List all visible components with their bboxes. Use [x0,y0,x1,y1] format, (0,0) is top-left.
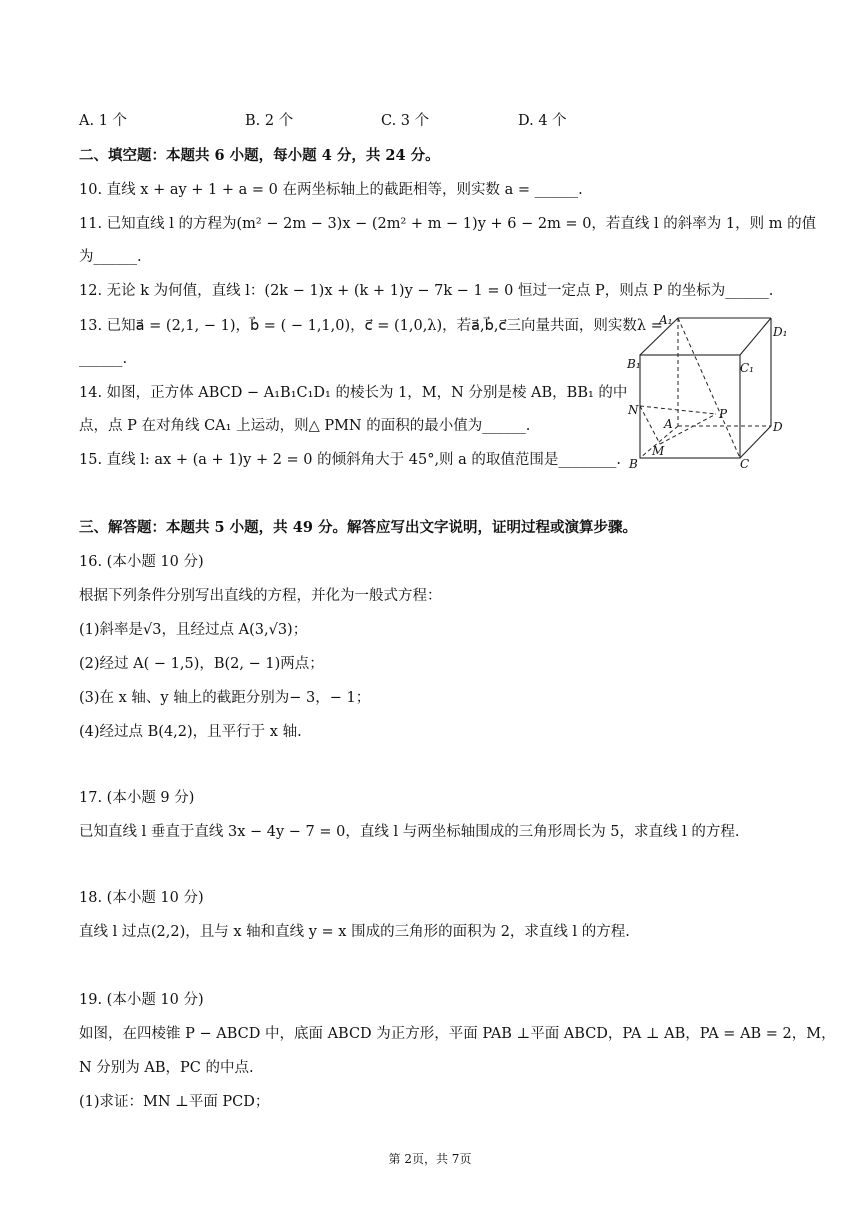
question-18-body: 直线 l 过点(2,2)，且与 x 轴和直线 y = x 围成的三角形的面积为 2，求直线 l 的方程. [79,924,630,940]
section-heading-solutions: 三、解答题：本题共 5 小题，共 49 分。解答应写出文字说明，证明过程或演算步骤。 [79,519,637,536]
section-heading-fill-in: 二、填空题：本题共 6 小题，每小题 4 分，共 24 分。 [79,147,440,164]
question-16-heading: 16. (本小题 10 分) [79,554,204,570]
page-footer: 第 2页，共 7页 [388,1152,472,1166]
question-16-part2: (2)经过 A( − 1,5)，B(2, − 1)两点； [79,656,324,672]
question-14-line2: 点，点 P 在对角线 CA₁ 上运动，则△ PMN 的面积的最小值为______. [79,418,531,434]
question-19-line1: 如图，在四棱锥 P − ABCD 中，底面 ABCD 为正方形，平面 PAB ⊥平面 ABCD，PA ⊥ AB，PA = AB = 2，M， [79,1026,836,1042]
question-19-heading: 19. (本小题 10 分) [79,992,204,1008]
question-12: 12. 无论 k 为何值，直线 l：(2k − 1)x + (k + 1)y − 7k − 1 = 0 恒过一定点 P，则点 P 的坐标为______. [79,283,774,299]
label-b1: B₁ [627,357,641,371]
question-16-part1: (1)斜率是√3，且经过点 A(3,√3)； [79,622,308,638]
question-10: 10. 直线 x + ay + 1 + a = 0 在两坐标轴上的截距相等，则实数 a = ______. [79,182,583,198]
question-13-line2: ______. [79,351,128,367]
label-a1: A₁ [659,313,673,327]
question-16-part3: (3)在 x 轴、y 轴上的截距分别为− 3，− 1； [79,690,371,706]
question-13-line1: 13. 已知a⃗ = (2,1, − 1)，b⃗ = ( − 1,1,0)，c⃗ = (1,0,λ)，若a⃗,b⃗,c⃗三向量共面，则实数λ = [79,318,663,334]
label-p: P [719,407,728,421]
question-17-heading: 17. (本小题 9 分) [79,790,195,806]
question-15: 15. 直线 l: ax + (a + 1)y + 2 = 0 的倾斜角大于 45°,则 a 的取值范围是________. [79,452,622,468]
label-d: D [773,420,783,434]
option-d: D. 4 个 [518,113,567,129]
question-18-heading: 18. (本小题 10 分) [79,890,204,906]
question-16-part4: (4)经过点 B(4,2)，且平行于 x 轴. [79,724,302,740]
question-16-intro: 根据下列条件分别写出直线的方程，并化为一般式方程： [79,588,442,604]
label-b: B [629,457,638,470]
label-c1: C₁ [740,361,754,375]
option-c: C. 3 个 [381,113,430,129]
label-c: C [740,457,750,470]
question-11-line1: 11. 已知直线 l 的方程为(m² − 2m − 3)x − (2m² + m − 1)y + 6 − 2m = 0，若直线 l 的斜率为 1，则 m 的值 [79,216,817,232]
cube-figure [626,310,796,470]
label-m: M [652,444,665,458]
option-b: B. 2 个 [245,113,294,129]
question-11-line2: 为______. [79,249,142,265]
label-d1: D₁ [773,325,788,339]
label-a: A [664,417,673,431]
label-n: N [628,403,639,417]
question-19-part1: (1)求证：MN ⊥平面 PCD； [79,1094,270,1110]
question-17-body: 已知直线 l 垂直于直线 3x − 4y − 7 = 0，直线 l 与两坐标轴围成的三角形周长为 5，求直线 l 的方程. [79,824,740,840]
question-19-line2: N 分别为 AB，PC 的中点. [79,1060,254,1076]
option-a: A. 1 个 [79,113,128,129]
question-14-line1: 14. 如图，正方体 ABCD − A₁B₁C₁D₁ 的棱长为 1，M，N 分别是棱 AB，BB₁ 的中 [79,385,628,401]
